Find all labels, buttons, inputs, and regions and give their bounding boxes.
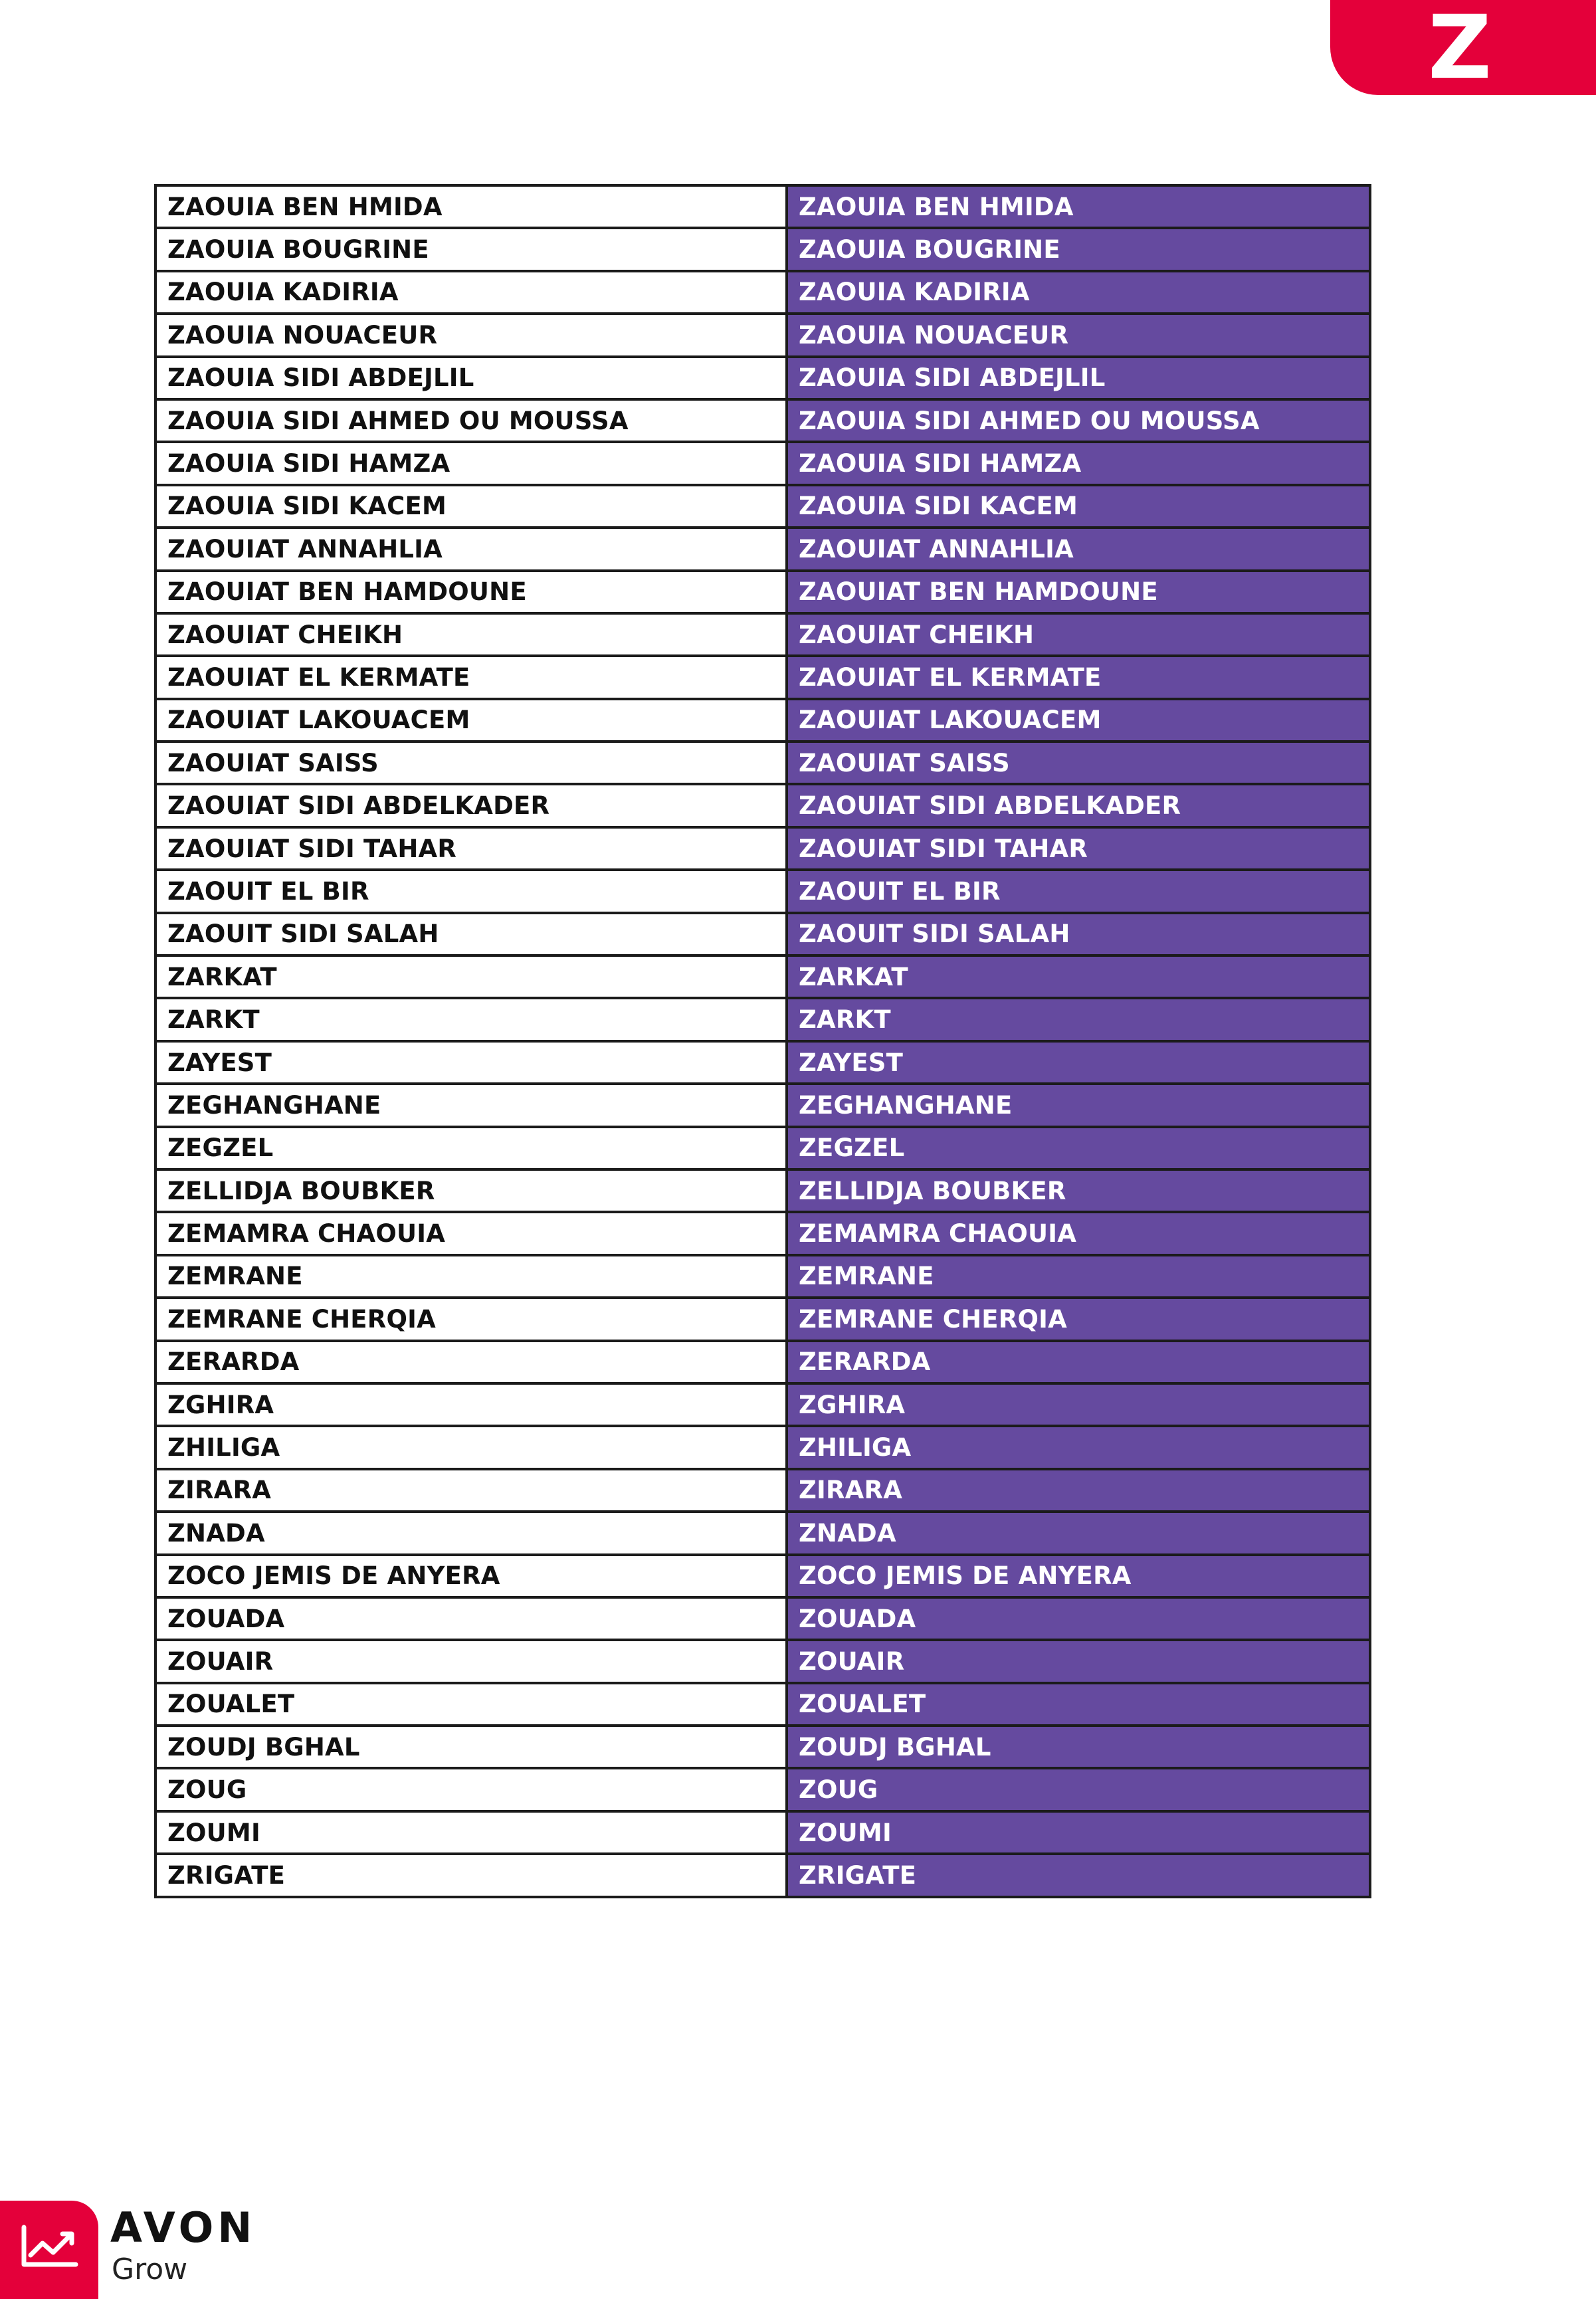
locality-name-cell: ZOUADA — [155, 1597, 787, 1640]
table-row — [155, 613, 1370, 656]
locality-name-cell: ZAYEST — [155, 1041, 787, 1084]
locality-name-highlight-cell: ZAOUIT EL BIR — [787, 870, 1370, 912]
locality-name-highlight-cell: ZAOUIA NOUACEUR — [787, 314, 1370, 356]
locality-name-cell: ZEMRANE — [155, 1255, 787, 1298]
locality-name-highlight-cell: ZEMRANE CHERQIA — [787, 1298, 1370, 1340]
locality-name-highlight-cell: ZAOUIAT SAISS — [787, 742, 1370, 784]
locality-name-cell: ZERARDA — [155, 1341, 787, 1383]
locality-name-highlight-cell: ZOUADA — [787, 1597, 1370, 1640]
locality-name-cell: ZEMAMRA CHAOUIA — [155, 1212, 787, 1254]
table-row — [155, 228, 1370, 270]
table-row — [155, 998, 1370, 1041]
locality-name-cell: ZOUMI — [155, 1811, 787, 1854]
locality-name-cell: ZELLIDJA BOUBKER — [155, 1169, 787, 1212]
locality-name-highlight-cell: ZAOUIAT SIDI TAHAR — [787, 827, 1370, 870]
table-row — [155, 1469, 1370, 1512]
locality-name-highlight-cell: ZAOUIAT ANNAHLIA — [787, 528, 1370, 570]
locality-name-cell: ZAOUIAT SAISS — [155, 742, 787, 784]
brand-tagline: Grow — [112, 2252, 188, 2286]
locality-name-cell: ZOUDJ BGHAL — [155, 1726, 787, 1768]
locality-name-highlight-cell: ZAOUIAT EL KERMATE — [787, 656, 1370, 698]
locality-name-cell: ZAOUIAT BEN HAMDOUNE — [155, 571, 787, 613]
locality-name-cell: ZIRARA — [155, 1469, 787, 1512]
locality-name-highlight-cell: ZEMAMRA CHAOUIA — [787, 1212, 1370, 1254]
locality-name-cell: ZAOUIA SIDI KACEM — [155, 485, 787, 528]
table-row — [155, 913, 1370, 955]
locality-name-highlight-cell: ZOUG — [787, 1768, 1370, 1811]
locality-name-highlight-cell: ZARKT — [787, 998, 1370, 1041]
locality-name-cell: ZGHIRA — [155, 1383, 787, 1426]
table-row — [155, 1512, 1370, 1554]
locality-name-highlight-cell: ZGHIRA — [787, 1383, 1370, 1426]
table-row — [155, 1212, 1370, 1254]
locality-name-cell: ZAOUIA BEN HMIDA — [155, 185, 787, 228]
locality-name-cell: ZEGZEL — [155, 1127, 787, 1169]
locality-name-highlight-cell: ZERARDA — [787, 1341, 1370, 1383]
locality-name-highlight-cell: ZOUALET — [787, 1683, 1370, 1726]
locality-name-cell: ZAOUIA BOUGRINE — [155, 228, 787, 270]
locality-name-cell: ZAOUIAT EL KERMATE — [155, 656, 787, 698]
locality-name-highlight-cell: ZHILIGA — [787, 1426, 1370, 1468]
locality-name-highlight-cell: ZELLIDJA BOUBKER — [787, 1169, 1370, 1212]
table-row — [155, 1555, 1370, 1597]
locality-name-highlight-cell: ZIRARA — [787, 1469, 1370, 1512]
locality-name-cell: ZAOUIA SIDI HAMZA — [155, 442, 787, 484]
table-row — [155, 1084, 1370, 1126]
avon-grow-logo — [0, 2201, 266, 2299]
table-row — [155, 399, 1370, 442]
locality-name-cell: ZRIGATE — [155, 1854, 787, 1896]
locality-name-highlight-cell: ZAOUIA SIDI KACEM — [787, 485, 1370, 528]
locality-name-cell: ZOUAIR — [155, 1640, 787, 1682]
table-row — [155, 571, 1370, 613]
locality-name-highlight-cell: ZAOUIA BOUGRINE — [787, 228, 1370, 270]
locality-name-highlight-cell: ZEGZEL — [787, 1127, 1370, 1169]
locality-name-cell: ZOCO JEMIS DE ANYERA — [155, 1555, 787, 1597]
table-row — [155, 1298, 1370, 1340]
locality-name-cell: ZAOUIAT ANNAHLIA — [155, 528, 787, 570]
locality-table-body — [155, 185, 1370, 1897]
locality-name-cell: ZARKT — [155, 998, 787, 1041]
logo-badge — [0, 2201, 98, 2299]
locality-name-highlight-cell: ZOCO JEMIS DE ANYERA — [787, 1555, 1370, 1597]
locality-name-highlight-cell: ZAOUIAT LAKOUACEM — [787, 699, 1370, 742]
locality-name-cell: ZAOUIAT SIDI ABDELKADER — [155, 784, 787, 827]
table-row — [155, 1597, 1370, 1640]
table-row — [155, 528, 1370, 570]
locality-name-cell: ZNADA — [155, 1512, 787, 1554]
table-row — [155, 1341, 1370, 1383]
locality-name-cell: ZHILIGA — [155, 1426, 787, 1468]
locality-name-highlight-cell: ZEMRANE — [787, 1255, 1370, 1298]
locality-name-highlight-cell: ZOUMI — [787, 1811, 1370, 1854]
table-row — [155, 656, 1370, 698]
locality-name-highlight-cell: ZOUDJ BGHAL — [787, 1726, 1370, 1768]
locality-name-highlight-cell: ZAOUIA SIDI AHMED OU MOUSSA — [787, 399, 1370, 442]
section-letter: Z — [1428, 0, 1492, 99]
locality-name-highlight-cell: ZAOUIT SIDI SALAH — [787, 913, 1370, 955]
locality-name-cell: ZAOUIT SIDI SALAH — [155, 913, 787, 955]
locality-name-highlight-cell: ZARKAT — [787, 955, 1370, 998]
table-row — [155, 955, 1370, 998]
locality-name-cell: ZAOUIA KADIRIA — [155, 271, 787, 314]
locality-name-highlight-cell: ZAOUIAT SIDI ABDELKADER — [787, 784, 1370, 827]
locality-name-highlight-cell: ZOUAIR — [787, 1640, 1370, 1682]
table-row — [155, 357, 1370, 399]
locality-name-cell: ZEGHANGHANE — [155, 1084, 787, 1126]
table-row — [155, 1383, 1370, 1426]
locality-name-highlight-cell: ZAOUIA BEN HMIDA — [787, 185, 1370, 228]
table-row — [155, 1426, 1370, 1468]
table-row — [155, 1854, 1370, 1896]
locality-name-cell: ZAOUIAT LAKOUACEM — [155, 699, 787, 742]
locality-name-cell: ZAOUIAT SIDI TAHAR — [155, 827, 787, 870]
locality-table-container — [154, 184, 1371, 1898]
locality-name-cell: ZAOUIA SIDI AHMED OU MOUSSA — [155, 399, 787, 442]
table-row — [155, 1255, 1370, 1298]
table-row — [155, 1127, 1370, 1169]
locality-name-cell: ZAOUIA NOUACEUR — [155, 314, 787, 356]
locality-name-cell: ZARKAT — [155, 955, 787, 998]
table-row — [155, 699, 1370, 742]
table-row — [155, 1640, 1370, 1682]
growth-chart-icon — [19, 2223, 80, 2276]
locality-table — [154, 184, 1371, 1898]
table-row — [155, 827, 1370, 870]
locality-name-highlight-cell: ZEGHANGHANE — [787, 1084, 1370, 1126]
locality-name-highlight-cell: ZAOUIA KADIRIA — [787, 271, 1370, 314]
table-row — [155, 1683, 1370, 1726]
table-row — [155, 442, 1370, 484]
locality-name-highlight-cell: ZAYEST — [787, 1041, 1370, 1084]
table-row — [155, 742, 1370, 784]
table-row — [155, 1041, 1370, 1084]
locality-name-highlight-cell: ZAOUIA SIDI ABDEJLIL — [787, 357, 1370, 399]
table-row — [155, 1768, 1370, 1811]
locality-name-highlight-cell: ZAOUIA SIDI HAMZA — [787, 442, 1370, 484]
table-row — [155, 1169, 1370, 1212]
locality-name-cell: ZOUALET — [155, 1683, 787, 1726]
brand-name: AVON — [110, 2203, 256, 2252]
table-row — [155, 485, 1370, 528]
locality-name-cell: ZEMRANE CHERQIA — [155, 1298, 787, 1340]
table-row — [155, 185, 1370, 228]
locality-name-cell: ZAOUIAT CHEIKH — [155, 613, 787, 656]
locality-name-highlight-cell: ZRIGATE — [787, 1854, 1370, 1896]
table-row — [155, 271, 1370, 314]
locality-name-highlight-cell: ZNADA — [787, 1512, 1370, 1554]
locality-name-cell: ZAOUIA SIDI ABDEJLIL — [155, 357, 787, 399]
table-row — [155, 1811, 1370, 1854]
locality-name-cell: ZAOUIT EL BIR — [155, 870, 787, 912]
table-row — [155, 314, 1370, 356]
section-letter-tab — [1330, 0, 1596, 99]
table-row — [155, 1726, 1370, 1768]
locality-name-highlight-cell: ZAOUIAT BEN HAMDOUNE — [787, 571, 1370, 613]
table-row — [155, 870, 1370, 912]
table-row — [155, 784, 1370, 827]
locality-name-cell: ZOUG — [155, 1768, 787, 1811]
locality-name-highlight-cell: ZAOUIAT CHEIKH — [787, 613, 1370, 656]
